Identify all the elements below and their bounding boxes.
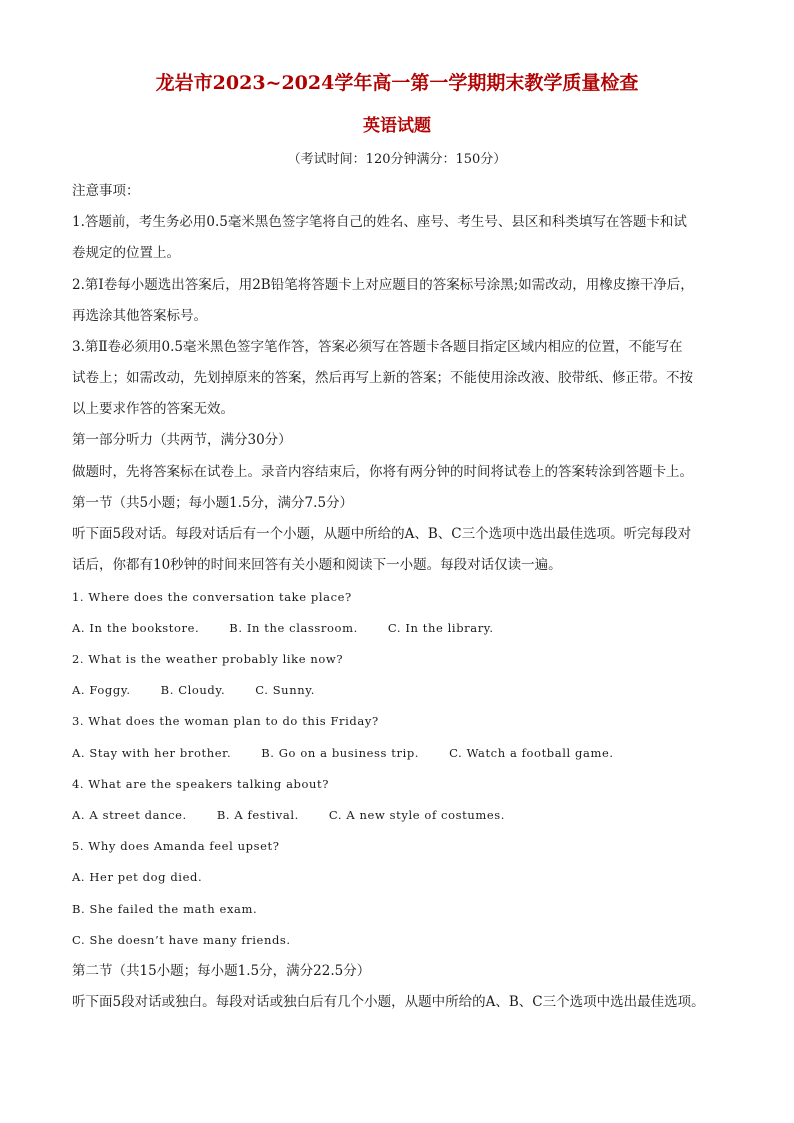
- option-a: A. Her pet dog died.: [72, 870, 203, 884]
- exam-title: 龙岩市2023~2024学年高一第一学期期末教学质量检查: [155, 72, 639, 94]
- part1-instruction: 做题时，先将答案标在试卷上。录音内容结束后，你将有两分钟的时间将试卷上的答案转涂到答题卡上。: [72, 464, 693, 480]
- question-3: 3. What does the woman plan to do this Friday?: [72, 714, 379, 728]
- section2-heading: 第二节（共15小题；每小题1.5分，满分22.5分）: [72, 963, 371, 979]
- option-b: B. She failed the math exam.: [72, 902, 258, 916]
- question-5: 5. Why does Amanda feel upset?: [72, 839, 280, 853]
- notes-line: 试卷上；如需改动，先划掉原来的答案，然后再写上新的答案；不能使用涂改液、胶带纸、修正带。不按: [72, 370, 693, 386]
- notes-line: 1.答题前，考生务必用0.5毫米黑色签字笔将自己的姓名、座号、考生号、县区和科类填写在答题卡和试: [72, 214, 687, 230]
- option-b: B. Cloudy.: [160, 683, 226, 697]
- notes-line: 以上要求作答的答案无效。: [72, 401, 234, 417]
- part1-heading: 第一部分听力（共两节，满分30分）: [72, 432, 292, 448]
- question-2: 2. What is the weather probably like now?: [72, 652, 344, 666]
- section2-intro: 听下面5段对话或独白。每段对话或独白后有几个小题，从题中所给的A、B、C三个选项中选出最佳选项。: [72, 994, 705, 1010]
- notes-line: 2.第Ⅰ卷每小题选出答案后，用2B铅笔将答题卡上对应题目的答案标号涂黑;如需改动，用橡皮擦干净后，: [72, 277, 694, 293]
- option-c: C. She doesn’t have many friends.: [72, 933, 291, 947]
- option-b: B. A festival.: [216, 808, 299, 822]
- exam-subtitle: 英语试题: [363, 116, 431, 136]
- notes-line: 卷规定的位置上。: [72, 245, 180, 261]
- section1-heading: 第一节（共5小题；每小题1.5分，满分7.5分）: [72, 495, 354, 511]
- option-c: C. A new style of costumes.: [328, 808, 506, 822]
- option-a: A. Stay with her brother.: [72, 746, 232, 760]
- option-a: A. A street dance.: [72, 808, 187, 822]
- option-b: B. In the classroom.: [229, 621, 358, 635]
- exam-time-info: （考试时间：120分钟满分：150分）: [287, 152, 507, 167]
- option-c: C. In the library.: [387, 621, 494, 635]
- option-a: A. In the bookstore.: [72, 621, 200, 635]
- option-b: B. Go on a business trip.: [261, 746, 420, 760]
- question-4-options: [72, 805, 742, 825]
- question-4: 4. What are the speakers talking about?: [72, 777, 330, 791]
- question-2-options: [72, 680, 742, 700]
- option-a: A. Foggy.: [72, 683, 131, 697]
- section1-intro-line: 听下面5段对话。每段对话后有一个小题，从题中所给的A、B、C三个选项中选出最佳选项。听完每段对: [72, 526, 692, 542]
- notes-heading: 注意事项：: [72, 183, 140, 199]
- question-1: 1. Where does the conversation take place?: [72, 590, 352, 604]
- option-c: C. Watch a football game.: [449, 746, 614, 760]
- option-c: C. Sunny.: [255, 683, 316, 697]
- section1-intro-line: 话后，你都有10秒钟的时间来回答有关小题和阅读下一小题。每段对话仅读一遍。: [72, 557, 562, 573]
- question-3-options: [72, 743, 742, 763]
- question-1-options: [72, 618, 742, 638]
- notes-line: 再选涂其他答案标号。: [72, 308, 207, 324]
- notes-line: 3.第Ⅱ卷必须用0.5毫米黑色签字笔作答，答案必须写在答题卡各题目指定区域内相应的位置，不能写在: [72, 339, 683, 355]
